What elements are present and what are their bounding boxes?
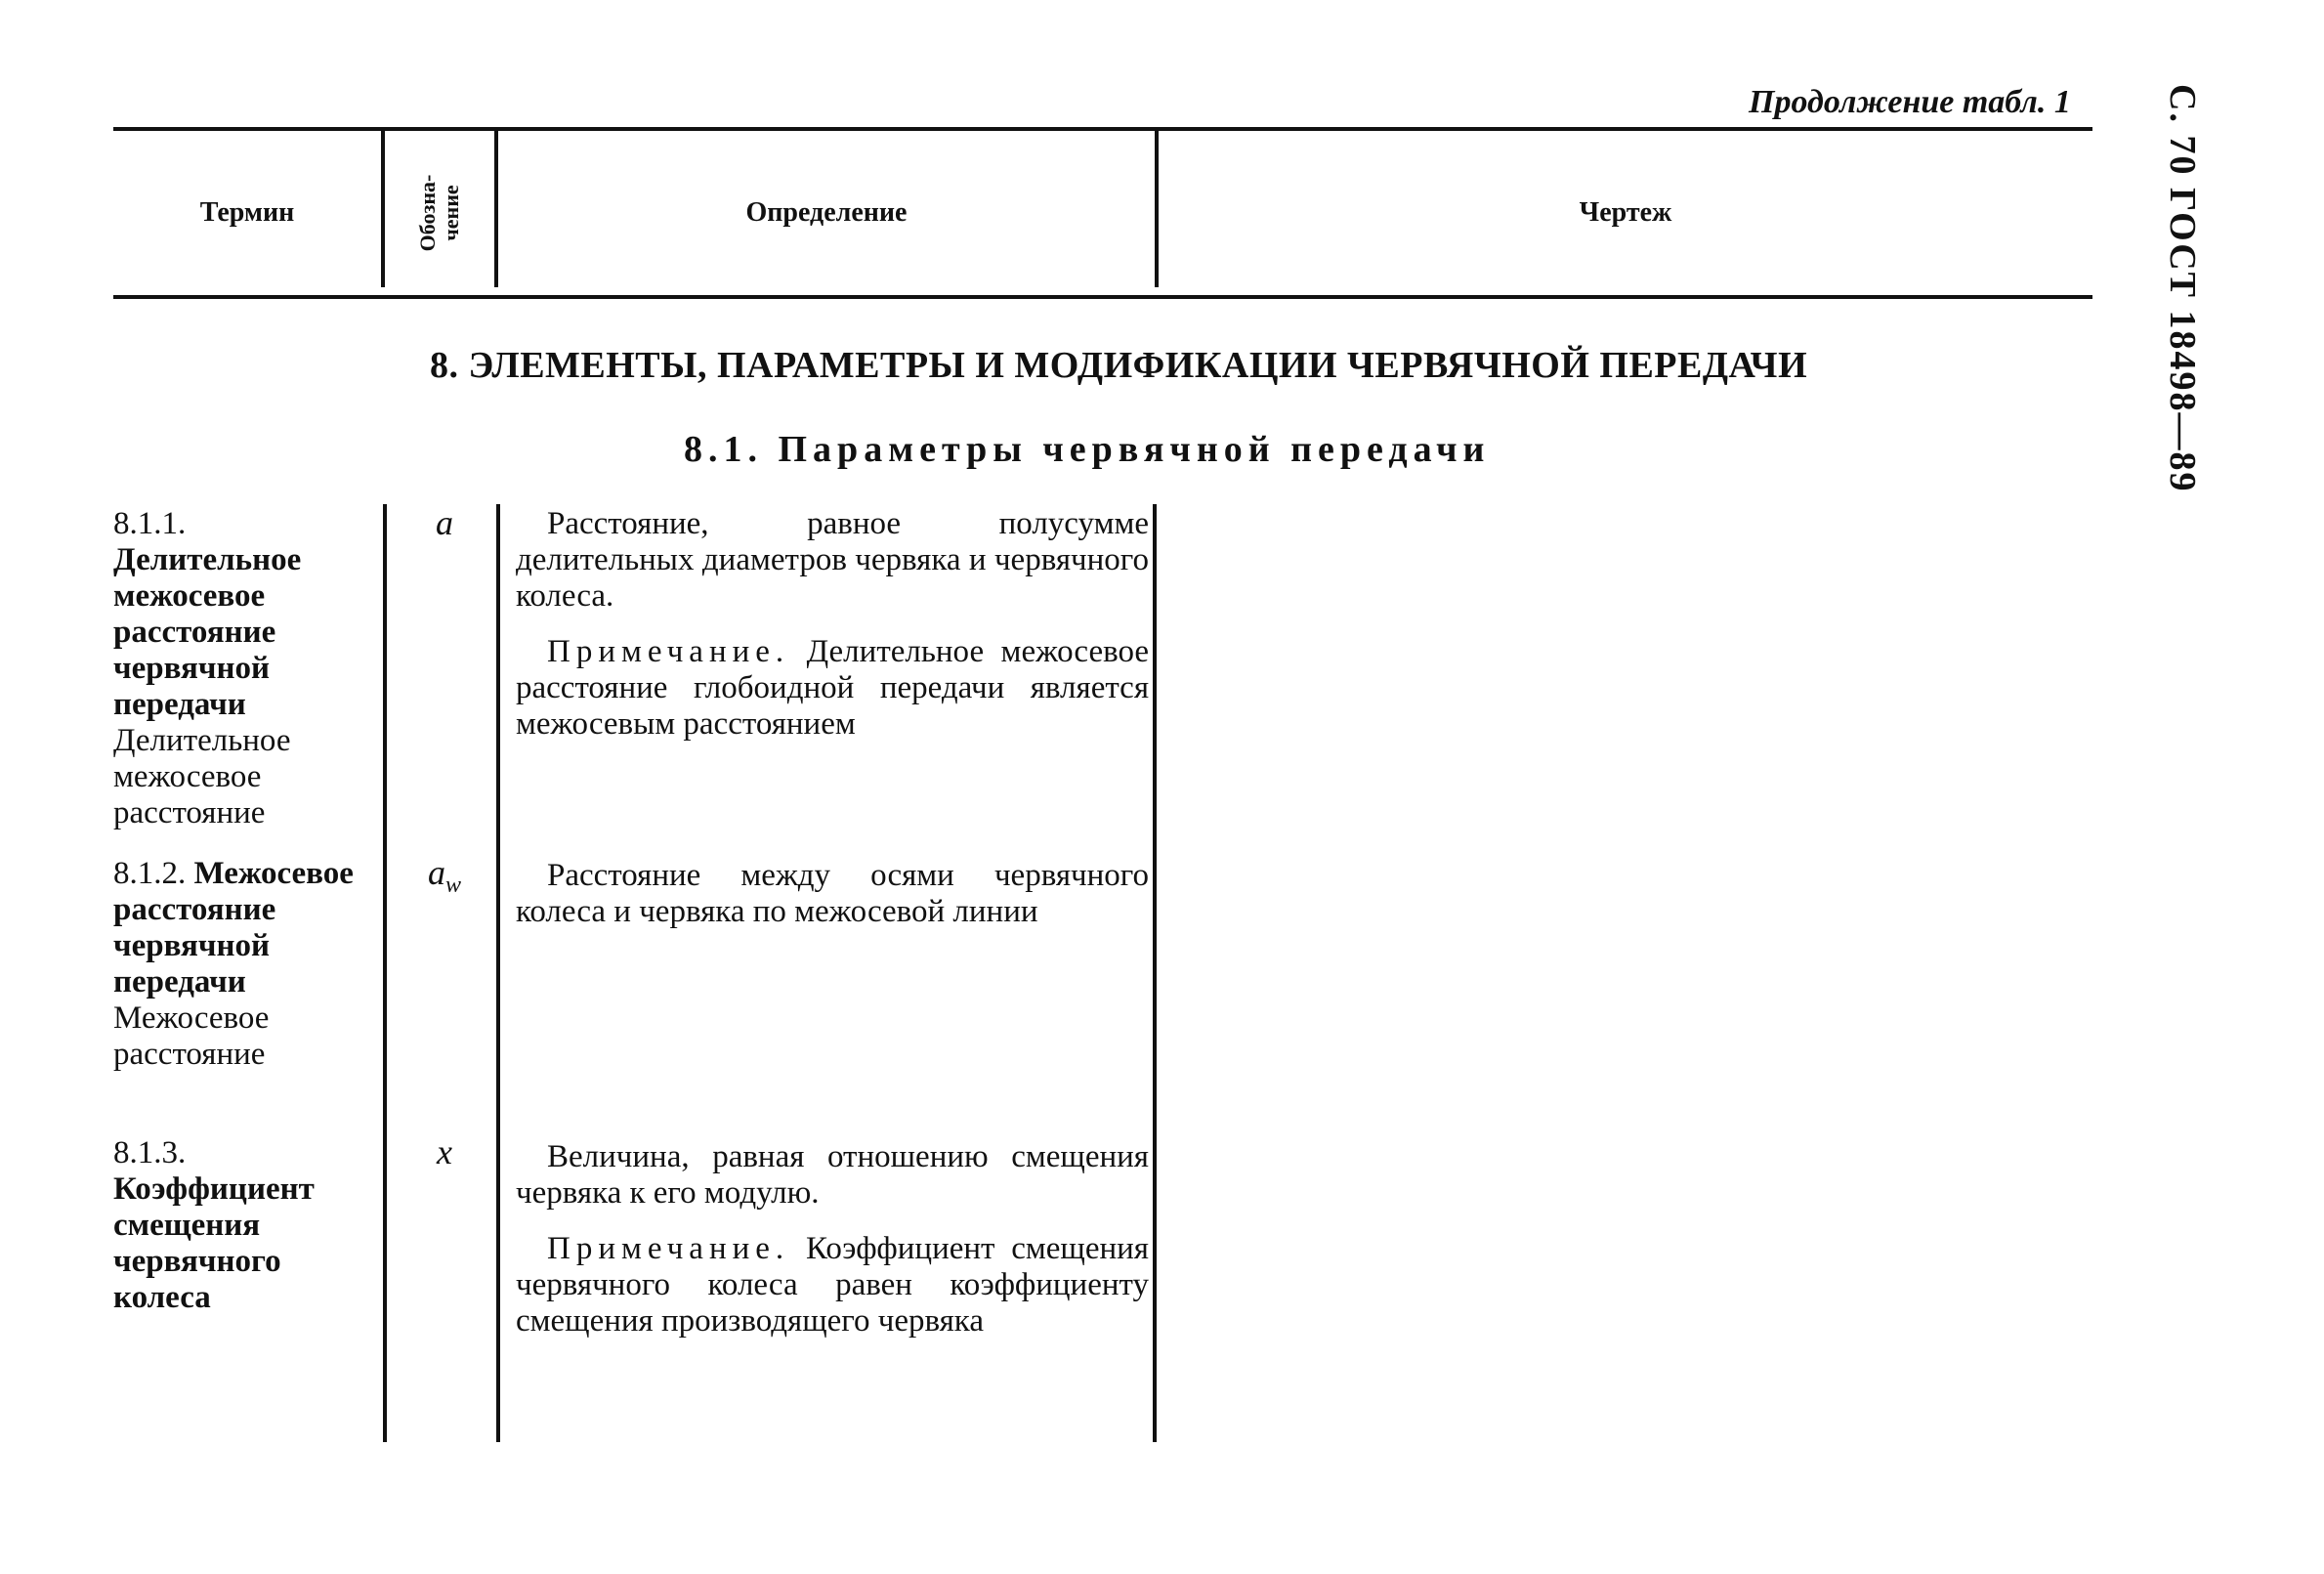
note-label: Примечание. — [547, 1231, 790, 1266]
term-number: 8.1.1. — [113, 506, 187, 541]
header-definition: Определение — [745, 197, 908, 228]
table-row-term — [113, 856, 358, 1073]
header-symbol: Обозна- чение — [415, 174, 463, 252]
symbol-main: a — [427, 853, 445, 892]
definition-text: Расстояние между осями червячного колеса и червяка по межосевой линии — [516, 858, 1149, 929]
term-short: Межосевое расстояние — [113, 1000, 270, 1072]
term-name: Коэффициент смещения червячного колеса — [113, 1171, 315, 1315]
header-symbol-cell — [385, 131, 494, 295]
term-definition — [516, 858, 1149, 930]
symbol-subscript: w — [444, 872, 461, 899]
table-row-term — [113, 506, 358, 831]
term-symbol: a — [436, 503, 453, 542]
body-divider-1 — [383, 504, 387, 1442]
definition-note — [516, 1231, 1149, 1340]
side-header: С. 70 ГОСТ 18498—89 — [2162, 84, 2203, 493]
continuation-label: Продолжение табл. 1 — [1749, 84, 2071, 120]
term-number: 8.1.3. — [113, 1135, 187, 1170]
note-text: Делительное межосевое расстояние глобоидной передачи является межосевым расстоянием — [516, 634, 1149, 742]
body-divider-3 — [1153, 504, 1157, 1442]
table-row-term — [113, 1135, 358, 1316]
definition-text: Величина, равная отношению смещения червяка к его модулю. — [516, 1139, 1149, 1211]
header-term: Термин — [199, 197, 295, 228]
body-divider-2 — [496, 504, 500, 1442]
definition-text: Расстояние, равное полусумме делительных диаметров червяка и червячного колеса. — [516, 506, 1149, 614]
term-name: Делительное межосевое расстояние червячной передачи — [113, 542, 302, 722]
term-symbol: x — [437, 1132, 452, 1171]
term-number: 8.1.2. — [113, 856, 187, 891]
section-title: 8. ЭЛЕМЕНТЫ, ПАРАМЕТРЫ И МОДИФИКАЦИИ ЧЕРВЯЧНОЙ ПЕРЕДАЧИ — [430, 345, 1808, 386]
note-label: Примечание. — [547, 634, 790, 669]
header-bottom-rule — [113, 295, 2092, 299]
term-name: Межосевое расстояние червячной передачи — [113, 856, 354, 1000]
term-symbol — [391, 852, 498, 899]
term-short: Делительное межосевое расстояние — [113, 723, 291, 830]
definition-note — [516, 634, 1149, 743]
term-definition — [516, 1139, 1149, 1340]
subsection-title: 8.1. Параметры червячной передачи — [684, 429, 1491, 470]
note-text: Коэффициент смещения червячного колеса равен коэффициенту смещения производящего червяка — [516, 1231, 1149, 1339]
header-drawing: Чертеж — [1579, 197, 1672, 228]
term-definition — [516, 506, 1149, 743]
